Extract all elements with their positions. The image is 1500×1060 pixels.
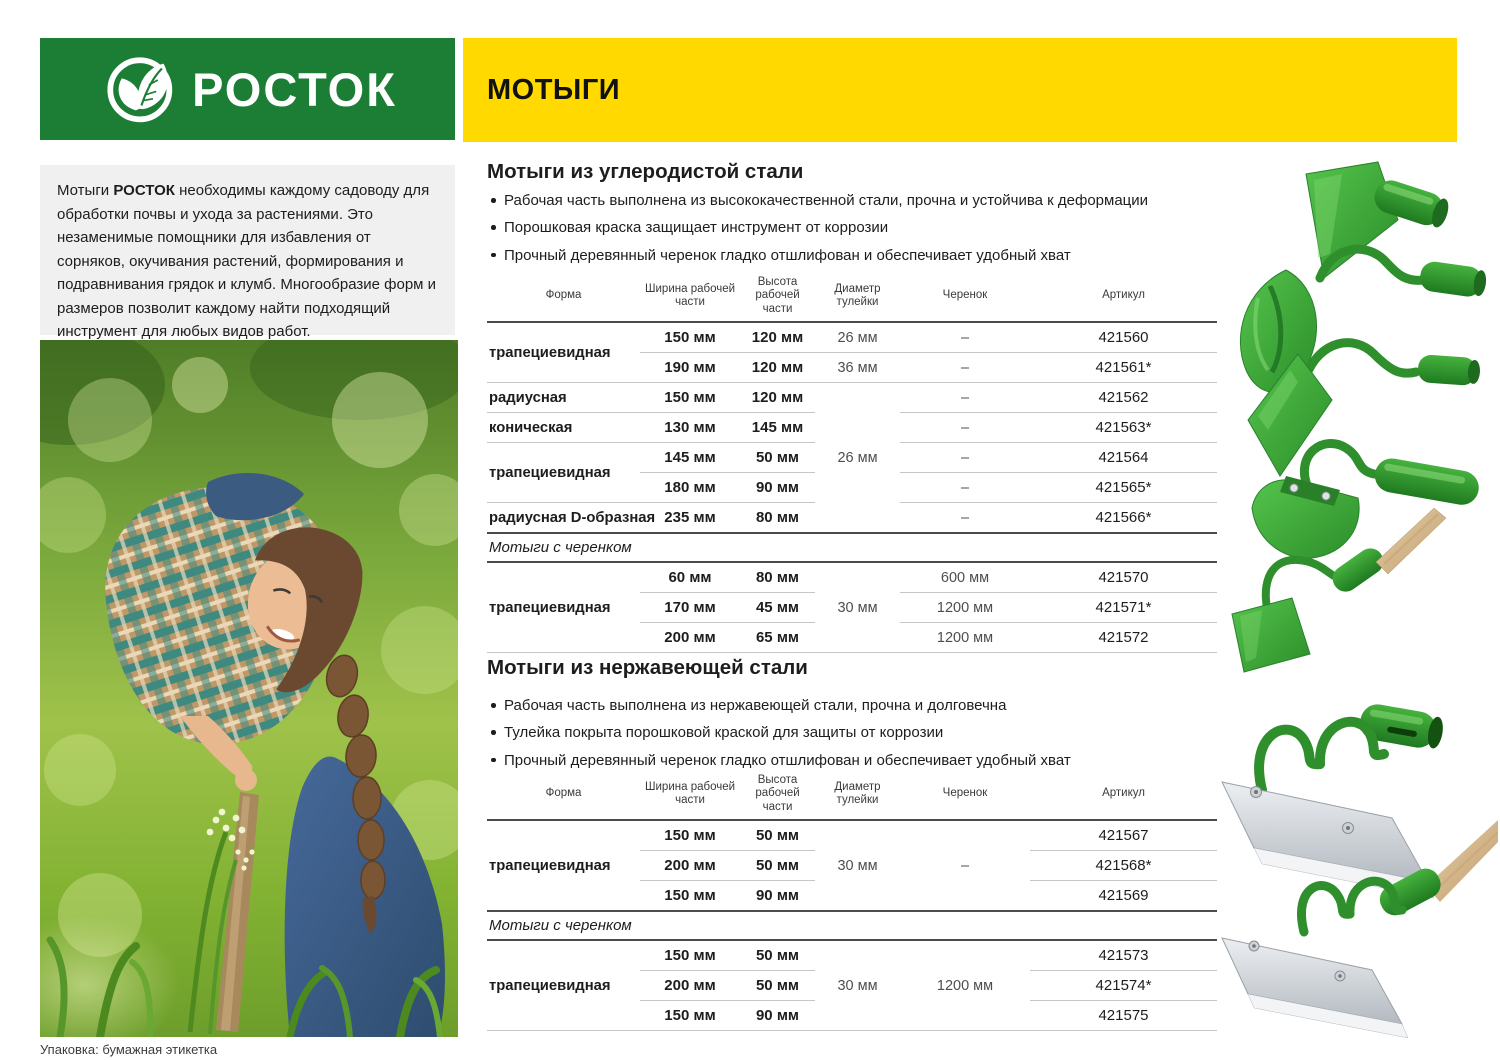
bullet-item: Прочный деревянный черенок гладко отшлифован и обеспечивает удобный хват [487, 751, 1071, 771]
table-row: трапециевидная 150 мм 50 мм 30 мм 1200 мм 421573 [487, 940, 1217, 971]
table-row: 200 мм 50 мм 421568* [487, 851, 1217, 881]
intro-text-box [40, 165, 455, 341]
table-subheader-row [487, 911, 1217, 940]
intro-rest: необходимы каждому садоводу для обработки почвы и ухода за растениями. Это незаменимые помощники для избавления от сорняков, окучивания растений, формирования и подравнивания грядок и клумб. Многообразие форм и размеров позволит каждому найти подходящий инструмент для любых видов работ. [57, 182, 437, 341]
carbon-steel-table [487, 274, 1217, 653]
table-row: 200 мм 50 мм 421574* [487, 971, 1217, 1001]
col-header-width: Ширина рабочей части [640, 274, 740, 322]
bullet-item: Прочный деревянный черенок гладко отшлифован и обеспечивает удобный хват [487, 246, 1148, 266]
table-row: радиусная D-образная 235 мм 80 мм – 421566* [487, 503, 1217, 534]
table-row: радиусная 150 мм 120 мм 26 мм – 421562 [487, 383, 1217, 413]
subheader-with-handle: Мотыги с черенком [487, 533, 1217, 562]
table-subheader-row [487, 533, 1217, 562]
bullet-item: Рабочая часть выполнена из высококачественной стали, прочна и устойчива к деформации [487, 191, 1148, 211]
table-header-row [487, 772, 1217, 820]
intro-lead: Мотыги [57, 182, 110, 199]
stainless-steel-table [487, 772, 1217, 1031]
packaging-note: Упаковка: бумажная этикетка [40, 1042, 218, 1057]
col-header-sku: Артикул [1030, 772, 1217, 820]
subheader-with-handle: Мотыги с черенком [487, 911, 1217, 940]
section-title-carbon: Мотыги из углеродистой стали [487, 160, 804, 183]
col-header-sku: Артикул [1030, 274, 1217, 322]
carbon-steel-hoes-photo [1228, 158, 1498, 673]
table-row: трапециевидная 145 мм 50 мм – 421564 [487, 443, 1217, 473]
col-header-height: Высота рабочей части [740, 274, 815, 322]
category-banner [463, 38, 1457, 142]
sprout-leaves-circle-icon [98, 48, 180, 130]
col-header-height: Высота рабочей части [740, 772, 815, 820]
table-header-row [487, 274, 1217, 322]
col-header-handle: Черенок [900, 274, 1030, 322]
col-header-diameter: Диаметр тулейки [815, 772, 900, 820]
brand-name: РОСТОК [192, 62, 397, 116]
table-row: 190 мм 120 мм 36 мм – 421561* [487, 353, 1217, 383]
gardener-photo [40, 340, 458, 1037]
bullet-item: Порошковая краска защищает инструмент от коррозии [487, 218, 1148, 238]
intro-brand-bold: РОСТОК [113, 182, 175, 199]
col-header-diameter: Диаметр тулейки [815, 274, 900, 322]
bullet-item: Рабочая часть выполнена из нержавеющей стали, прочна и долговечна [487, 696, 1071, 716]
table-row: 150 мм 90 мм 421569 [487, 881, 1217, 912]
table-row: 200 мм 65 мм 1200 мм 421572 [487, 623, 1217, 653]
section-bullets-carbon [487, 191, 1148, 273]
col-header-form: Форма [487, 274, 640, 322]
table-row: 150 мм 90 мм 421575 [487, 1001, 1217, 1031]
section-title-stainless: Мотыги из нержавеющей стали [487, 656, 808, 679]
table-row: 180 мм 90 мм – 421565* [487, 473, 1217, 503]
table-row: трапециевидная 150 мм 50 мм 30 мм – 421567 [487, 820, 1217, 851]
stainless-steel-hoes-photo [1192, 670, 1498, 1054]
section-bullets-stainless [487, 696, 1071, 778]
col-header-width: Ширина рабочей части [640, 772, 740, 820]
bullet-item: Тулейка покрыта порошковой краской для защиты от коррозии [487, 723, 1071, 743]
table-row: коническая 130 мм 145 мм – 421563* [487, 413, 1217, 443]
col-header-handle: Черенок [900, 772, 1030, 820]
page-title: МОТЫГИ [487, 73, 621, 106]
table-row: 170 мм 45 мм 1200 мм 421571* [487, 593, 1217, 623]
col-header-form: Форма [487, 772, 640, 820]
table-row: трапециевидная 60 мм 80 мм 30 мм 600 мм 421570 [487, 562, 1217, 593]
table-row: трапециевидная 150 мм 120 мм 26 мм – 421560 [487, 322, 1217, 353]
brand-logo-box [40, 38, 455, 140]
